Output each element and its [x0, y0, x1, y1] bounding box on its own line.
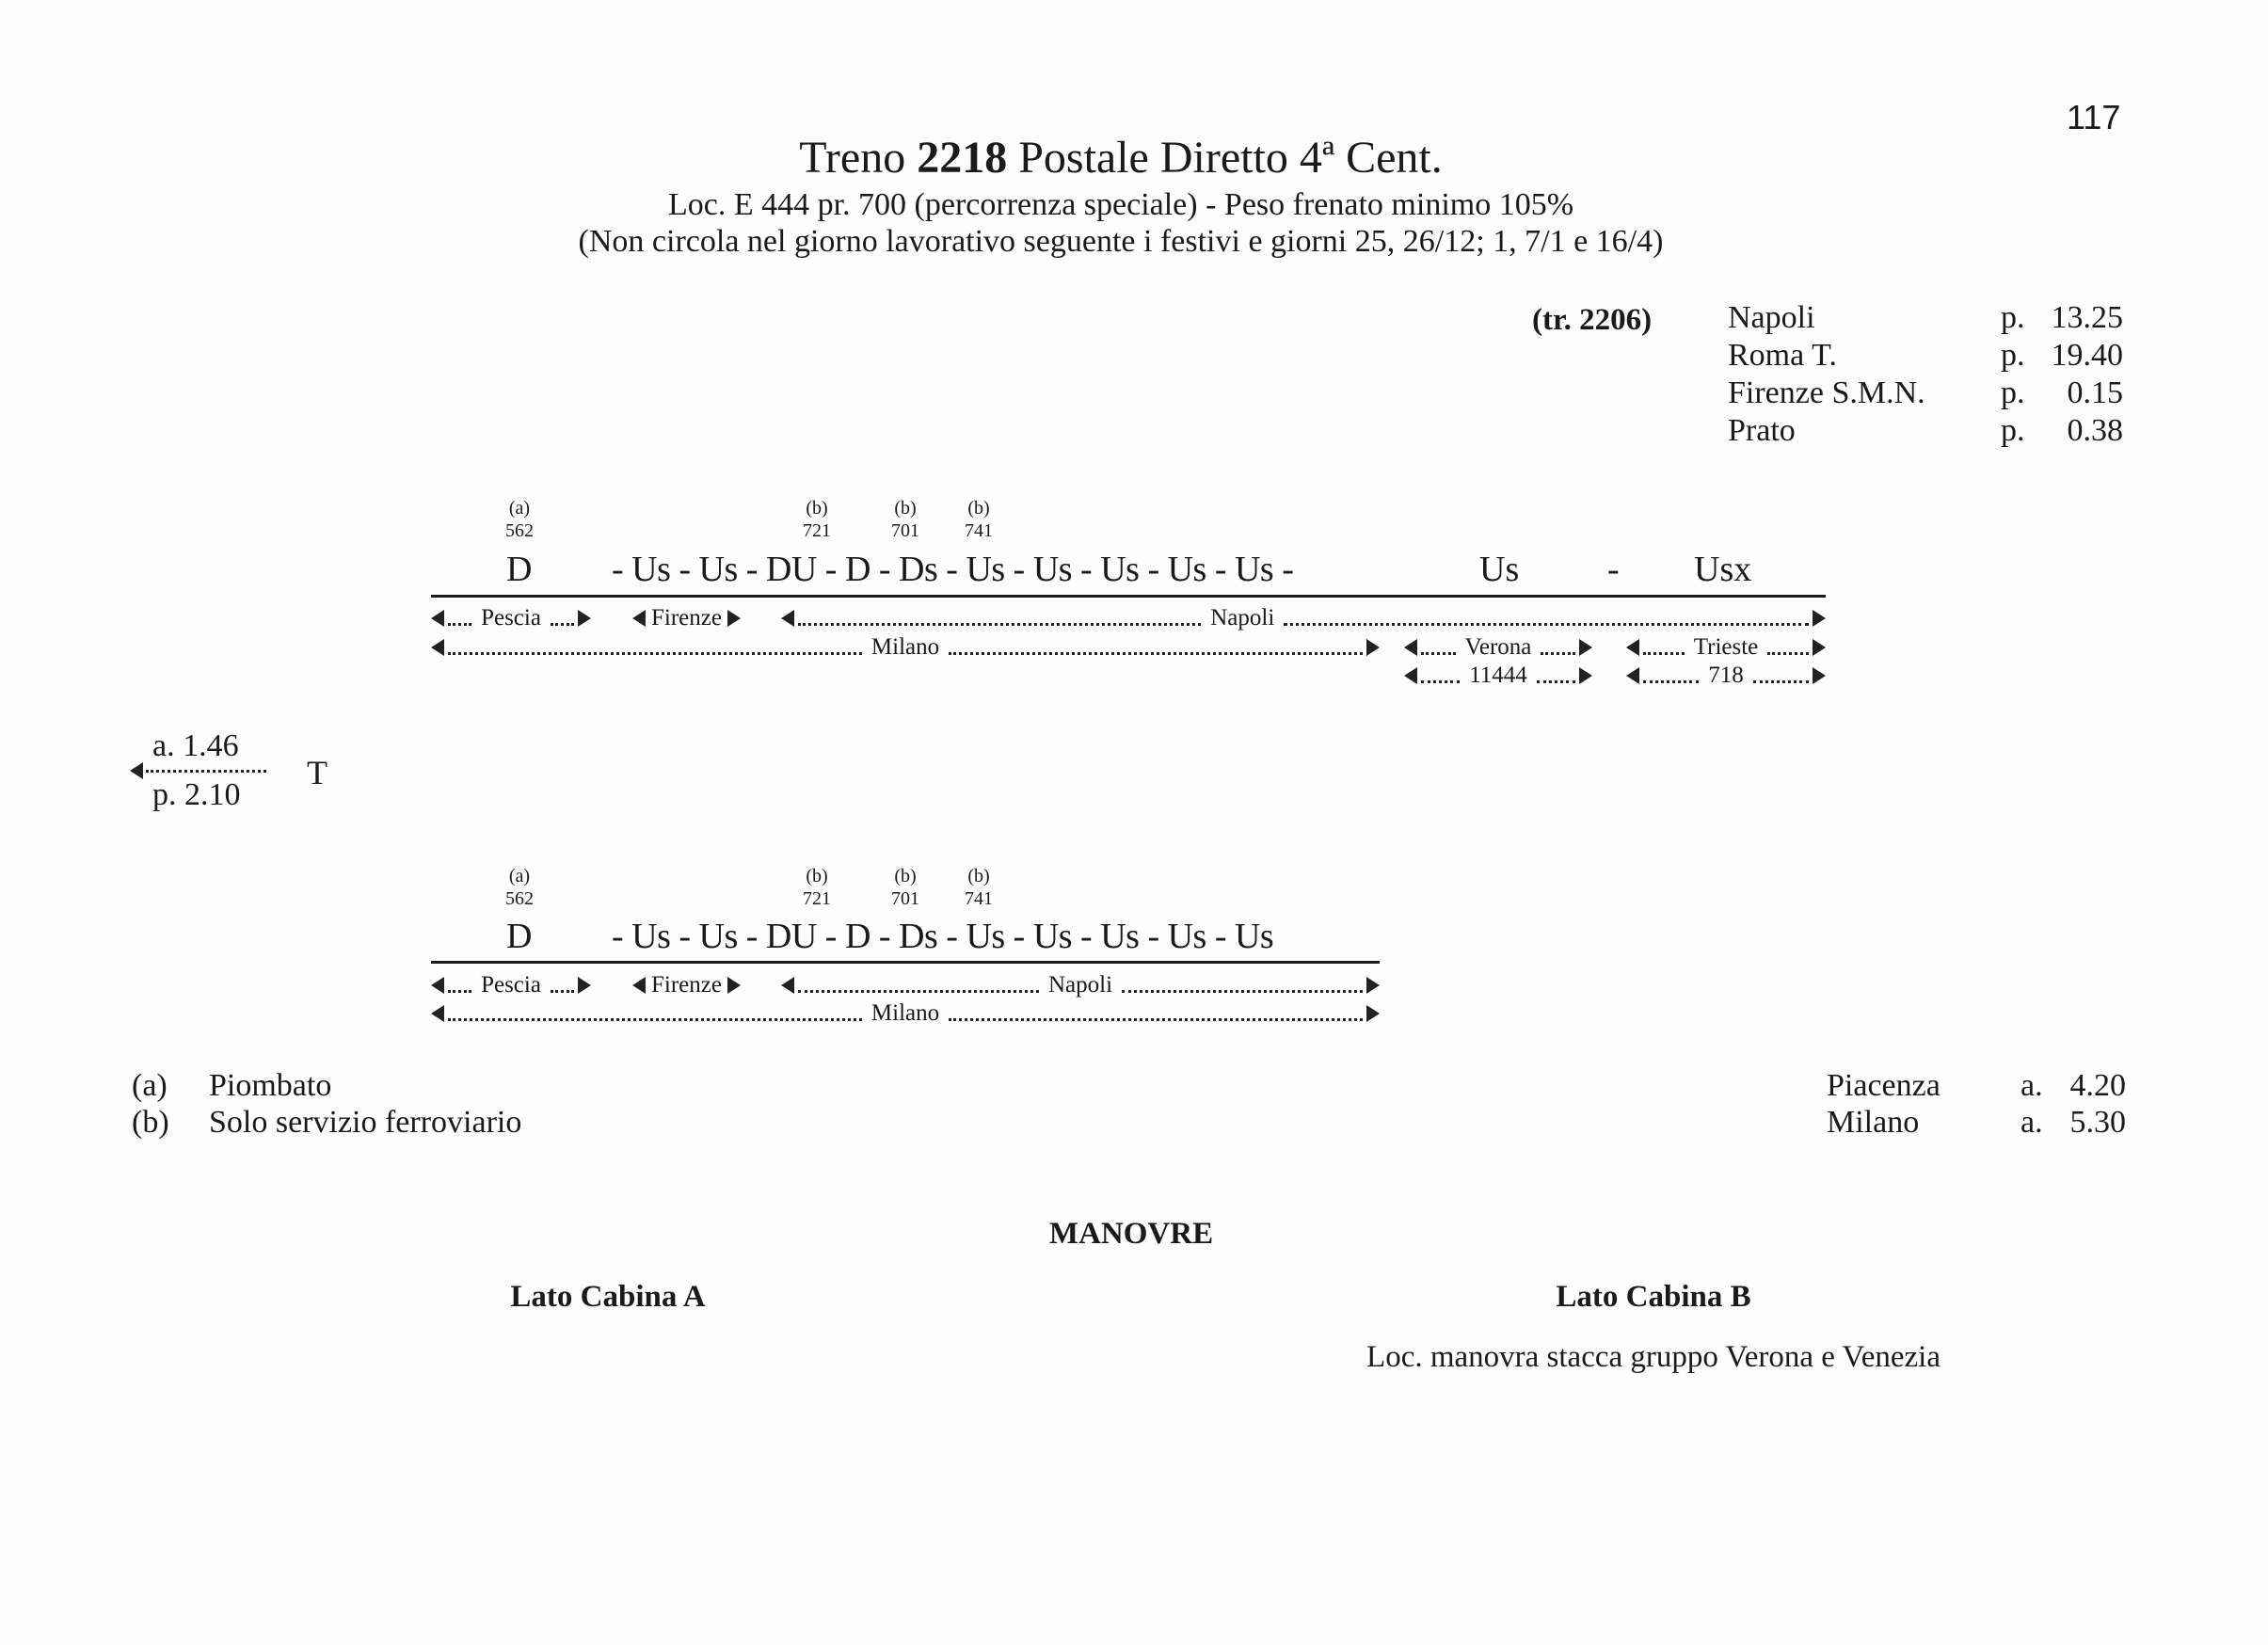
schedule-row [1728, 375, 2123, 412]
stop-time: 0.38 [2067, 413, 2123, 448]
arrow-right-icon [1813, 639, 1826, 656]
cabin-b-label: Lato Cabina B [1556, 1280, 1751, 1314]
arrow-left-icon [632, 610, 646, 627]
station-name: Napoli [1728, 300, 1815, 335]
vehicle-note: (b) 721 [803, 498, 831, 541]
vehicle-note: (b) 741 [965, 498, 993, 541]
arrow-left-icon [431, 977, 444, 994]
route-trieste: Trieste [1626, 633, 1826, 662]
vehicle-lead: D [506, 550, 533, 589]
vehicle-note: (b) 701 [891, 498, 919, 541]
arrow-right-icon [578, 610, 591, 627]
route-milano: Milano [431, 633, 1380, 662]
arrow-right-icon [1813, 610, 1826, 627]
cabin-a-label: Lato Cabina A [510, 1280, 706, 1314]
route-train-718: 718 [1626, 662, 1826, 690]
stop-type: p. [2001, 413, 2025, 448]
arrow-right-icon [1366, 639, 1380, 656]
consist-rule [431, 961, 1380, 964]
circulation-note: (Non circola nel giorno lavorativo seguente i festivi e giorni 25, 26/12; 1, 7/1 e 16/4) [578, 224, 1664, 259]
vehicle-note: (b) 701 [891, 866, 919, 909]
train-reference: (tr. 2206) [1532, 303, 1653, 337]
stop-time: 13.25 [2051, 300, 2123, 335]
arrow-left-icon [632, 977, 646, 994]
arrow-left-icon [781, 977, 794, 994]
route-verona: Verona [1404, 633, 1592, 662]
vehicle-us: Us [1479, 550, 1520, 589]
arrow-left-icon [781, 610, 794, 627]
vehicle-usx: Usx [1694, 550, 1752, 589]
vehicle-dash: - [1607, 550, 1620, 589]
route-pescia: Pescia [431, 971, 591, 999]
arrival-time: a. 1.46 [152, 728, 239, 763]
arrow-left-icon [431, 1005, 444, 1022]
arrow-left-icon [1404, 639, 1417, 656]
vehicle-lead: D [506, 917, 533, 956]
arrow-right-icon [1366, 977, 1380, 994]
departure-time: p. 2.10 [152, 777, 241, 812]
route-firenze: Firenze [632, 971, 764, 999]
arrow-left-icon [1626, 667, 1639, 684]
arrow-right-icon [1579, 639, 1592, 656]
route-firenze: Firenze [632, 604, 764, 632]
schedule-row: Piacenza a. 4.20 [1827, 1068, 2126, 1103]
arrow-left-icon [130, 762, 143, 779]
station-name: Roma T. [1728, 338, 1837, 373]
schedule-row [1728, 412, 2123, 450]
vehicle-note: (b) 721 [803, 866, 831, 909]
route-napoli: Napoli [781, 604, 1826, 632]
consist-rule [431, 595, 1826, 598]
cabin-b-instruction: Loc. manovra stacca gruppo Verona e Venezia [1366, 1340, 1941, 1374]
stop-type: p. [2001, 375, 2025, 410]
stop-time: 19.40 [2051, 338, 2123, 373]
destination-schedule [1827, 1067, 2126, 1141]
schedule-row: Milano a. 5.30 [1827, 1105, 2126, 1140]
schedule-row [1728, 299, 2123, 337]
origin-schedule [1728, 299, 2123, 450]
arrow-right-icon [1813, 667, 1826, 684]
vehicle-note: (b) 741 [965, 866, 993, 909]
stop-time: 0.15 [2067, 375, 2123, 410]
schedule-row [1728, 337, 2123, 375]
page-number: 117 [2067, 98, 2121, 136]
arrow-right-icon [578, 977, 591, 994]
arrow-left-icon [431, 610, 444, 627]
route-pescia: Pescia [431, 604, 591, 632]
arrow-right-icon [727, 977, 741, 994]
arrow-right-icon [727, 610, 741, 627]
vehicle-note: (a) 562 [505, 498, 534, 541]
route-train-11444: 11444 [1404, 662, 1592, 690]
title-prefix: Treno [799, 133, 906, 183]
arrow-left-icon [1626, 639, 1639, 656]
footnotes [132, 1067, 521, 1141]
station-name: Prato [1728, 413, 1796, 448]
stop-type: p. [2001, 338, 2025, 373]
vehicle-sequence: - Us - Us - DU - D - Ds - Us - Us - Us - Us - Us [612, 917, 1274, 956]
station-code: T [307, 754, 327, 791]
route-napoli: Napoli [781, 971, 1380, 999]
title-suffix: Postale Diretto 4ª Cent. [1018, 133, 1443, 183]
arrow-left-icon [431, 639, 444, 656]
station-name: Firenze S.M.N. [1728, 375, 1925, 410]
locomotive-line: Loc. E 444 pr. 700 (percorrenza speciale) - Peso frenato minimo 105% [667, 187, 1574, 222]
arrow-left-icon [1404, 667, 1417, 684]
train-title [0, 132, 2242, 184]
train-number: 2218 [917, 133, 1008, 183]
manovre-heading: MANOVRE [1048, 1217, 1214, 1251]
arrow-right-icon [1579, 667, 1592, 684]
route-milano: Milano [431, 999, 1380, 1028]
vehicle-note: (a) 562 [505, 866, 534, 909]
arrow-right-icon [1366, 1005, 1380, 1022]
stop-type: p. [2001, 300, 2025, 335]
footnote: (a) Piombato [132, 1068, 332, 1103]
footnote: (b) Solo servizio ferroviario [132, 1105, 522, 1140]
vehicle-sequence: - Us - Us - DU - D - Ds - Us - Us - Us - Us - Us - [612, 550, 1294, 589]
